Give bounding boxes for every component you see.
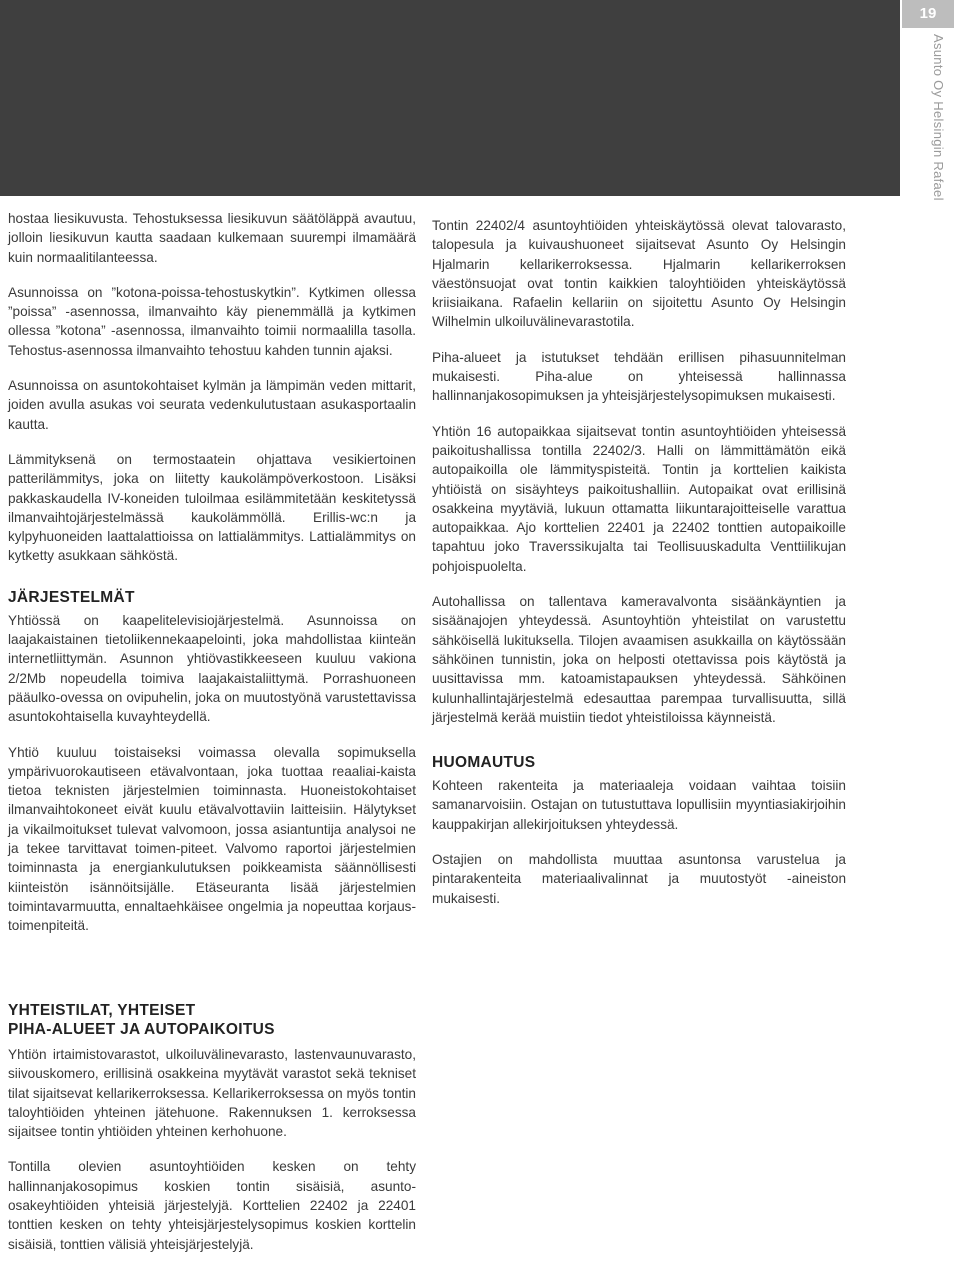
paragraph: Tontilla olevien asuntoyhtiöiden kesken on tehty hallinnanjakosopimus koskien tontin sisäisiä, asunto-osakeyhtiöiden yhteisiä järjestelyjä. Korttelien 22402 ja 22401 tonttien kesken on tehty yhteisjärjestelysopimus koskien korttelin sisäisiä, tonttien välisiä yhteisjärjestelyjä. <box>8 1159 416 1252</box>
paragraph: Lämmityksenä on termostaatein ohjattava vesikiertoinen patterilämmitys, joka on liitetty kaukolämpöverkostoon. Lisäksi pakkaskaudella IV-koneiden tuloilmaa esilämmitetään keskitetyssä ilmanvaihtojärjestelmässä kaukolämmöllä. Erillis-wc:n ja kylpyhuoneiden laattalattioissa on lattialämmitys. Lattialämmitys on kytketty asukkaan sähköstä. <box>8 451 416 564</box>
paragraph: Kohteen rakenteita ja materiaaleja voidaan vaihtaa toisiin samanarvoisiin. Ostajan on tutustuttava lopullisiin myyntiasiakirjoihin kauppakirjan allekirjoituksen yhteydessä. <box>432 778 846 832</box>
left-column-lower <box>8 1001 416 1270</box>
section-heading-yhteistilat <box>8 1001 416 1039</box>
paragraph: Asunnoissa on asuntokohtaiset kylmän ja lämpimän veden mittarit, joiden avulla asukas voi seurata vedenkulutustaan asukasportaalin kautta. <box>8 378 416 432</box>
paragraph: Asunnoissa on ”kotona-poissa-tehostuskytkin”. Kytkimen ollessa ”poissa” -asennossa, ilmanvaihto käy pienemmällä ja kytkimen ollessa ”kotona” -asennossa, ilmanvaihto toimii normaalilla tasolla. Tehostus-asennossa ilmanvaihto tehostuu kahden tunnin ajaksi. <box>8 284 416 358</box>
paragraph: Tontin 22402/4 asuntoyhtiöiden yhteiskäytössä olevat talovarasto, talopesula ja kuivaushuoneet sijaitsevat Asunto Oy Helsingin Hjalmarin kellarikerroksessa. Hjalmarin kellarikerroksen väestönsuojat ovat tontin kaikkien taloyhtiöiden yhteiskäytössä kriisiaikana. Rafaelin kellariin on sijoitettu Asunto Oy Helsingin Wilhelmin ulkoiluvälinevarastotila. <box>432 218 846 330</box>
paragraph: Ostajien on mahdollista muuttaa asuntonsa varustelua ja pintarakenteita materiaalivalinnat ja muutostyöt -aineiston mukaisesti. <box>432 852 846 906</box>
paragraph: Yhtiön 16 autopaikkaa sijaitsevat tontin asuntoyhtiöiden yhteisessä paikoitushallissa tontilla 22402/3. Halli on lämmittämätön eikä autopaikoilla ole lämmityspisteitä. Tontin ja korttelien kaikista yhtiöistä on sisäyhteys paikoitushalliin. Autopaikat ovat erillisinä osakkeina myytäviä, lukuun ottamatta liikuntarajoitteiselle varattua autopaikkaa. Ajo korttelien 22401 ja 22402 tonttien autopaikoille tapahtuu joko Traverssikujalta tai Teollisuuskadulta Venttiilikujan pohjoispuolelta. <box>432 423 846 574</box>
section-heading-huomautus: HUOMAUTUS <box>432 754 536 772</box>
left-column <box>8 209 416 952</box>
heading-line: PIHA-ALUEET JA AUTOPAIKOITUS <box>8 1021 275 1038</box>
paragraph: hostaa liesikuvusta. Tehostuksessa liesikuvun säätöläppä avautuu, jolloin liesikuvun kautta saadaan kulkemaan suurempi ilmamäärä kuin normaalitilanteessa. <box>8 211 416 265</box>
paragraph: Autohallissa on tallentava kameravalvonta sisäänkäyntien ja sisäänajojen yhteydessä. Asuntoyhtiön yhteistilat on varustettu sähköisellä lukituksella. Tilojen avaamisen asukkailla on käytössään sähköinen tunnistin, joka on helposti otettavissa pois käytöstä ja uusittavissa mm. katoamistapauksen yhteydessä. Sähköinen kulunhallintajärjestelmä edesauttaa parempaa turvallisuutta, sillä järjestelmä kerää muistiin tiedot yhteistiloissa käynneistä. <box>432 594 846 725</box>
right-column <box>432 216 846 924</box>
heading-line: YHTEISTILAT, YHTEISET <box>8 1002 196 1019</box>
side-title: Asunto Oy Helsingin Rafael <box>931 34 946 201</box>
paragraph: Yhtiö kuuluu toistaiseksi voimassa olevalla sopimuksella ympärivuorokautiseen etävalvontaan, joka tuottaa reaaliai-kaista tietoa teknisten järjestelmien toiminnasta. Huoneistokohtaiset ilmanvaihtokoneet eivät kuulu etävalvottaviin laitteisiin. Hälytykset ja vikailmoitukset tulevat valvomoon, jossa asiantuntija analysoi ne ja tekee tarvittavat toimen-piteet. Valvomo raportoi järjestelmien toiminnasta ja energiankulutuksen poikkeamista säännöllisesti kiinteistön isännöitsijälle. Etäseuranta lisää järjestelmien toimintavarmuutta, ennaltaehkäisee ongelmia ja nopeuttaa korjaus-toimenpiteitä. <box>8 744 416 934</box>
paragraph: Piha-alueet ja istutukset tehdään erillisen pihasuunnitelman mukaisesti. Piha-alue on yhteisessä hallinnassa hallinnanjakosopimuksen ja yhteisjärjestelysopimuksen mukaisesti. <box>432 349 846 404</box>
paragraph: Yhtiössä on kaapelitelevisiojärjestelmä. Asunnoissa on laajakaistainen tietoliikennekaapelointi, joka mahdollistaa kiinteän internetliittymän. Asunnon yhtiövastikkeeseen kuuluu vakiona 2/2Mb nopeudella toimiva laajakaistaliittymä. Porrashuoneen pääulko-ovessa on ovipuhelin, joka on muutostyönä varustettavissa asuntokohtaisella kuvayhteydellä. <box>8 612 416 725</box>
paragraph: Yhtiön irtaimistovarastot, ulkoiluvälinevarasto, lastenvaunuvarasto, siivouskomero, erillisinä osakkeina myytävät varastot sekä tekniset tilat sijaitsevat kellarikerroksessa. Kellarikerroksessa on myös tontin taloyhtiöiden yhteinen jätehuone. Rakennuksen 1. kerroksessa sijaitsee tontin yhtiöiden yhteinen kerhohuone. <box>8 1047 416 1140</box>
page-number: 19 <box>902 0 954 28</box>
header-image-band <box>0 0 900 196</box>
section-heading-jarjestelmat: JÄRJESTELMÄT <box>8 588 135 606</box>
